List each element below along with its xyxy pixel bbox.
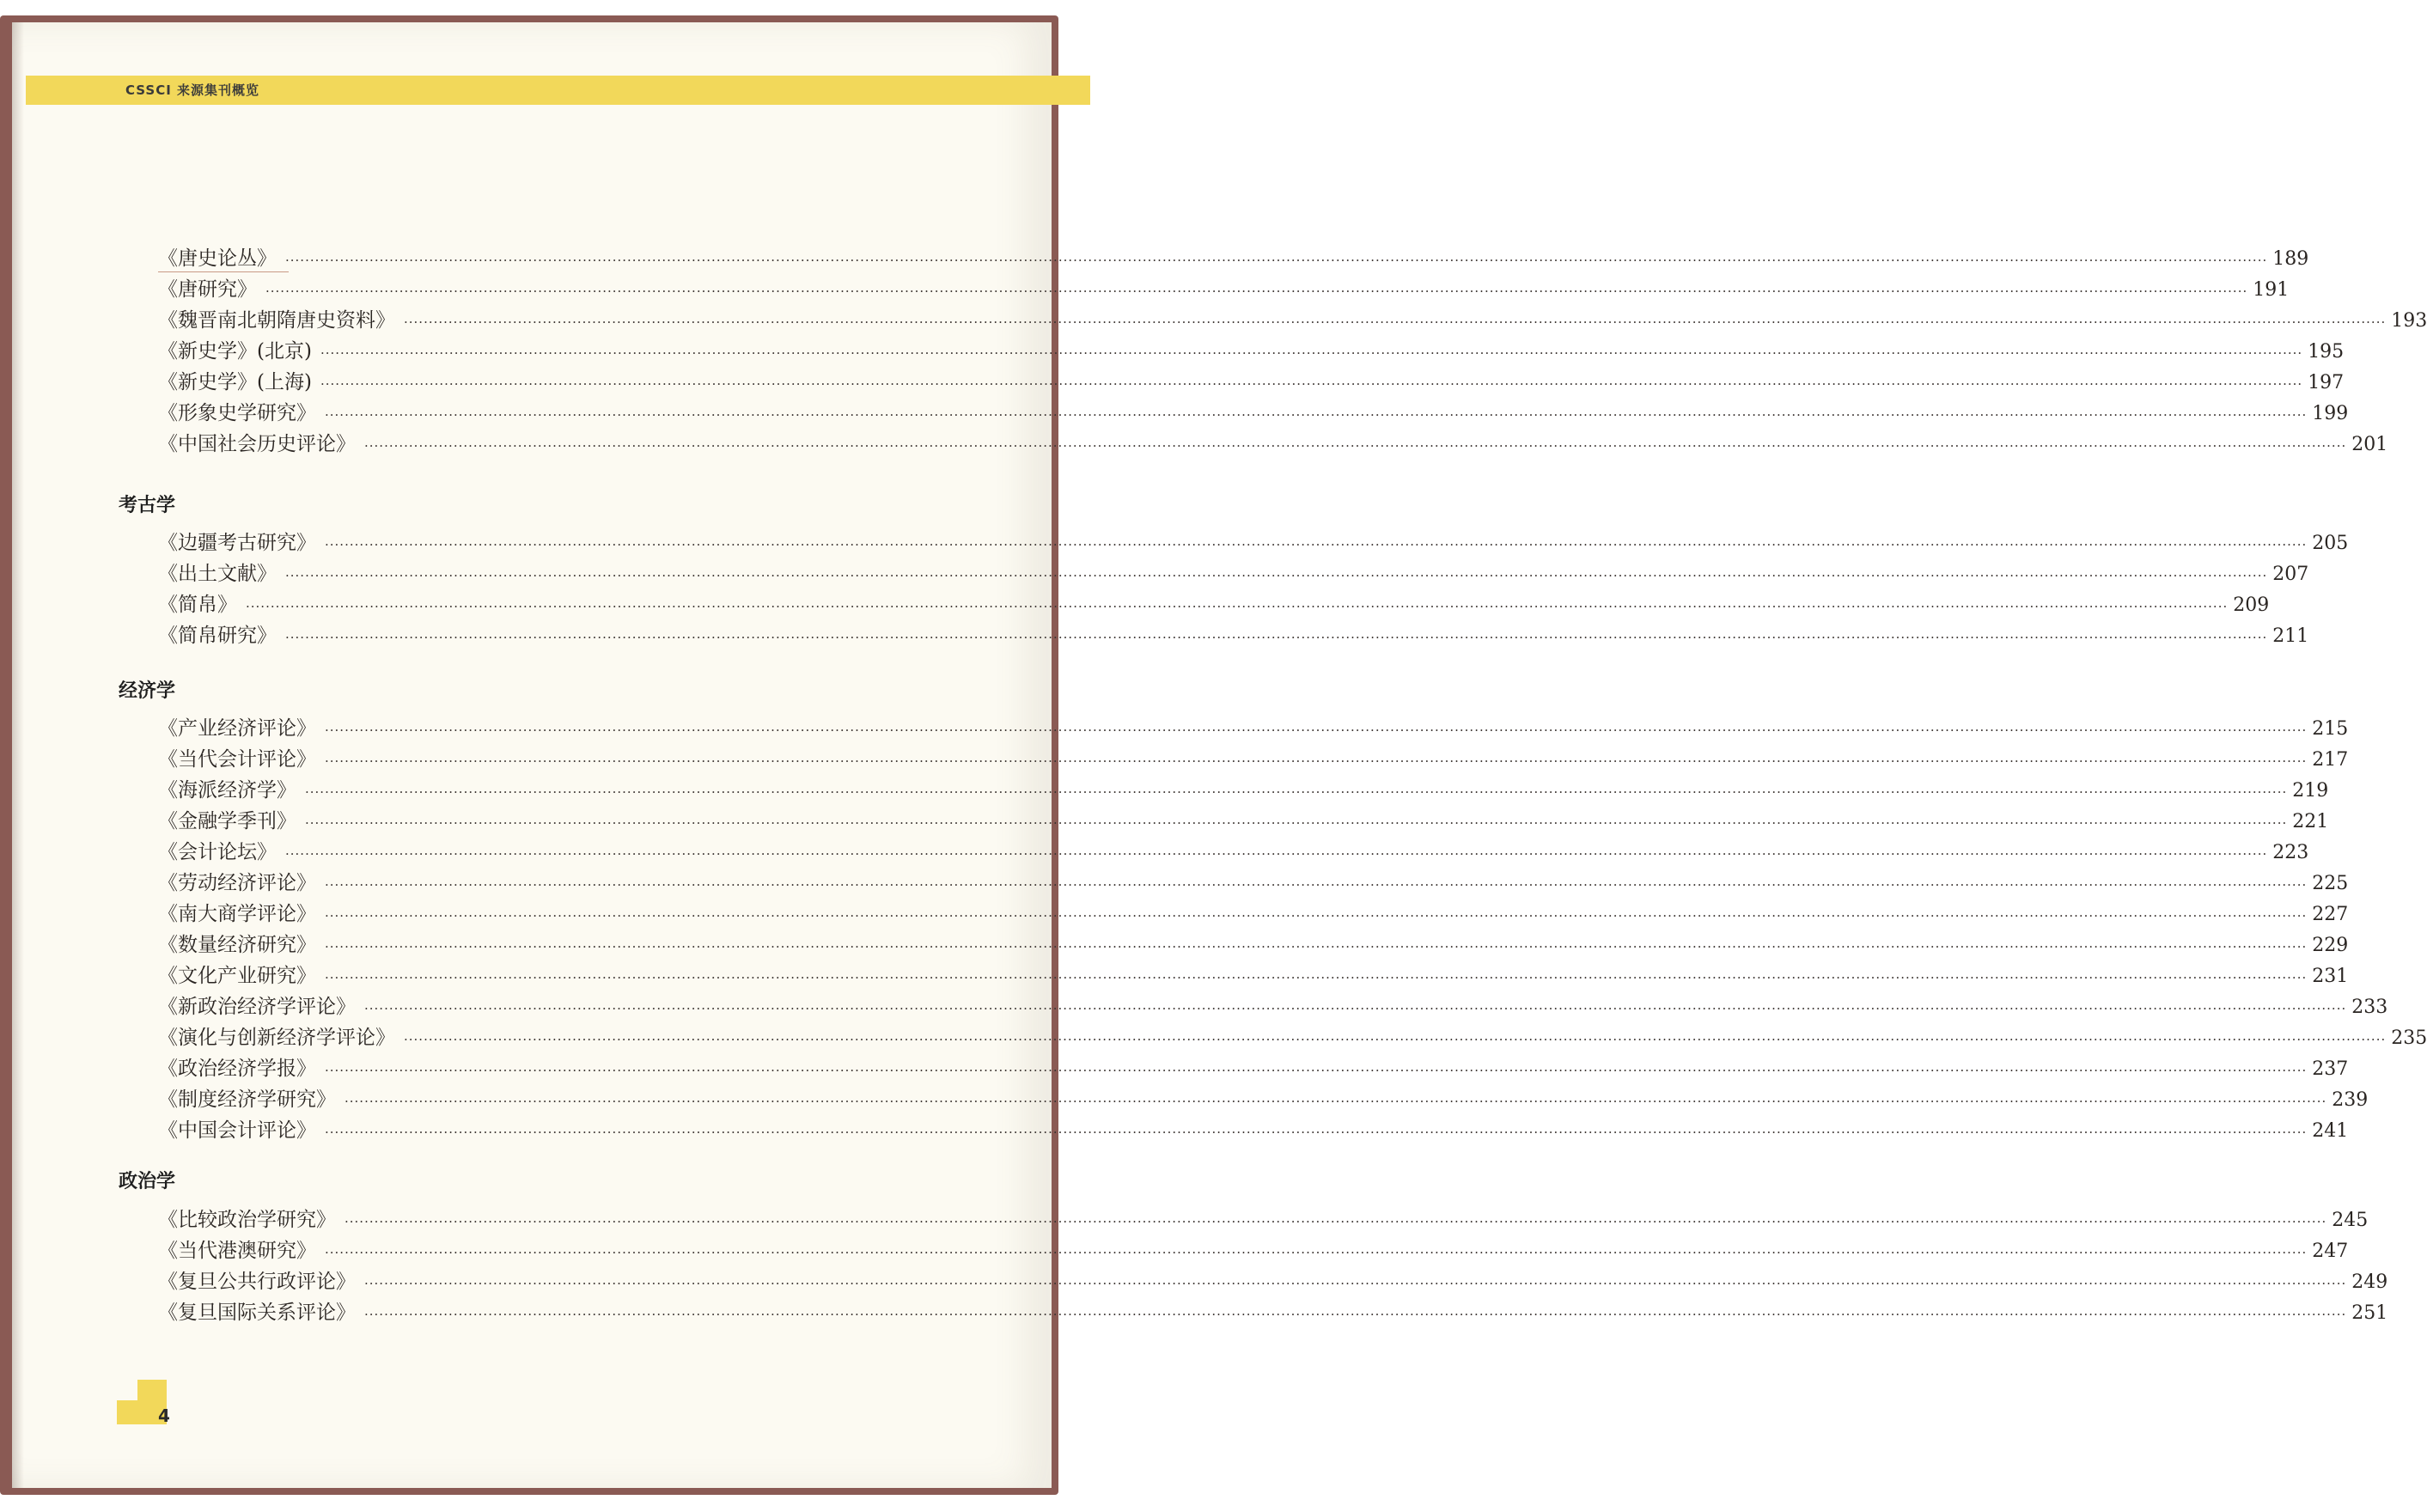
entry-page-number: 225: [2312, 873, 2349, 894]
toc-entry[interactable]: [158, 991, 2388, 1020]
toc-entry[interactable]: [158, 1265, 2388, 1295]
dot-leader: ················································································································································································································································································································································································································: [325, 753, 2308, 769]
section-heading: 考古学: [119, 495, 176, 516]
toc-entry[interactable]: [158, 428, 2388, 457]
toc-entry[interactable]: [158, 1083, 2369, 1113]
entry-title: 《金融学季刊》: [158, 810, 296, 832]
section-heading: 政治学: [119, 1171, 176, 1192]
entry-page-number: 217: [2312, 749, 2349, 771]
dot-leader: ················································································································································································································································································································································································································: [265, 284, 2248, 299]
entry-title: 《当代会计评论》: [158, 748, 316, 771]
toc-entry[interactable]: [158, 1204, 2369, 1233]
dot-leader: ················································································································································································································································································································································································································: [364, 1307, 2347, 1322]
entry-page-number: 199: [2312, 403, 2349, 424]
entry-title: 《新史学》(北京): [158, 340, 312, 363]
toc-entry[interactable]: [158, 1021, 2427, 1051]
dot-leader: ················································································································································································································································································································································································································: [404, 1032, 2387, 1047]
toc-entry[interactable]: [158, 1114, 2349, 1143]
spine-shadow: [12, 22, 24, 1488]
entry-title: 《政治经济学报》: [158, 1058, 316, 1080]
entry-page-number: 201: [2351, 434, 2388, 455]
entry-page-number: 193: [2391, 310, 2427, 332]
entry-title: 《中国会计评论》: [158, 1119, 316, 1142]
entry-title: 《比较政治学研究》: [158, 1209, 336, 1231]
dot-leader: ················································································································································································································································································································································································································: [325, 1063, 2308, 1078]
dot-leader: ················································································································································································································································································································································································································: [325, 939, 2308, 954]
toc-entry[interactable]: [158, 366, 2345, 395]
entry-page-number: 197: [2308, 372, 2345, 393]
entry-page-number: 221: [2292, 811, 2329, 832]
entry-title: 《新政治经济学评论》: [158, 996, 356, 1018]
entry-page-number: 229: [2312, 935, 2349, 956]
entry-page-number: 219: [2292, 780, 2329, 802]
dot-leader: ················································································································································································································································································································································································································: [325, 1125, 2308, 1140]
toc-entry[interactable]: [158, 743, 2349, 772]
entry-page-number: 239: [2332, 1089, 2369, 1111]
entry-page-number: 231: [2312, 966, 2349, 987]
dot-leader: ················································································································································································································································································································································································································: [320, 376, 2303, 392]
toc-entry[interactable]: [158, 527, 2349, 556]
entry-page-number: 205: [2312, 533, 2349, 554]
dot-leader: ················································································································································································································································································································································································································: [325, 1245, 2308, 1260]
entry-page-number: 195: [2308, 341, 2345, 363]
toc-entry[interactable]: [158, 1296, 2388, 1326]
toc-entry[interactable]: [158, 588, 2270, 618]
entry-title: 《会计论坛》: [158, 841, 277, 863]
entry-title: 《产业经济评论》: [158, 717, 316, 740]
toc-entry[interactable]: [158, 960, 2349, 989]
toc-entry[interactable]: [158, 805, 2329, 834]
entry-page-number: 209: [2233, 594, 2270, 616]
entry-title: 《简帛研究》: [158, 625, 277, 647]
toc-entry[interactable]: [158, 273, 2290, 302]
entry-page-number: 245: [2332, 1210, 2369, 1231]
dot-leader: ················································································································································································································································································································································································································: [364, 438, 2347, 454]
dot-leader: ················································································································································································································································································································································································································: [325, 407, 2308, 423]
page-number: 4: [158, 1405, 170, 1426]
toc-entry[interactable]: [158, 898, 2349, 927]
dot-leader: ················································································································································································································································································································································································································: [325, 970, 2308, 985]
dot-leader: ················································································································································································································································································································································································································: [325, 877, 2308, 893]
entry-title: 《边疆考古研究》: [158, 532, 316, 554]
entry-title: 《当代港澳研究》: [158, 1240, 316, 1262]
entry-page-number: 189: [2272, 248, 2309, 270]
running-header: CSSCI 来源集刊概览: [125, 82, 260, 98]
toc-entry[interactable]: [158, 242, 2309, 271]
entry-page-number: 241: [2312, 1120, 2349, 1142]
toc-entry[interactable]: [158, 712, 2349, 741]
entry-title: 《劳动经济评论》: [158, 872, 316, 894]
entry-title: 《复旦公共行政评论》: [158, 1271, 356, 1293]
toc-entry[interactable]: [158, 1052, 2349, 1082]
dot-leader: ················································································································································································································································································································································································································: [320, 345, 2303, 361]
entry-title: 《中国社会历史评论》: [158, 433, 356, 455]
entry-title: 《新史学》(上海): [158, 371, 312, 393]
toc-entry[interactable]: [158, 1235, 2349, 1264]
entry-title: 《唐史论丛》: [158, 247, 277, 270]
entry-page-number: 191: [2253, 279, 2290, 301]
entry-page-number: 251: [2351, 1302, 2388, 1324]
entry-page-number: 235: [2391, 1027, 2427, 1049]
toc-entry[interactable]: [158, 335, 2345, 364]
dot-leader: ················································································································································································································································································································································································································: [325, 722, 2308, 738]
dot-leader: ················································································································································································································································································································································································································: [345, 1094, 2327, 1109]
entry-title: 《出土文献》: [158, 563, 277, 585]
dot-leader: ················································································································································································································································································································································································································: [285, 630, 2268, 645]
entry-title: 《制度经济学研究》: [158, 1088, 336, 1111]
entry-title: 《复旦国际关系评论》: [158, 1302, 356, 1324]
entry-page-number: 223: [2272, 842, 2309, 863]
section-heading: 经济学: [119, 680, 176, 702]
toc-entry[interactable]: [158, 619, 2309, 649]
dot-leader: ················································································································································································································································································································································································································: [345, 1214, 2327, 1229]
toc-entry[interactable]: [158, 304, 2427, 333]
pen-underline-mark: [158, 271, 289, 272]
entry-page-number: 227: [2312, 904, 2349, 925]
entry-page-number: 237: [2312, 1058, 2349, 1080]
dot-leader: ················································································································································································································································································································································································································: [246, 599, 2229, 614]
entry-page-number: 207: [2272, 564, 2309, 585]
entry-title: 《演化与创新经济学评论》: [158, 1027, 395, 1049]
dot-leader: ················································································································································································································································································································································································································: [404, 314, 2387, 330]
entry-page-number: 215: [2312, 718, 2349, 740]
entry-title: 《南大商学评论》: [158, 903, 316, 925]
dot-leader: ················································································································································································································································································································································································································: [305, 784, 2288, 800]
entry-title: 《数量经济研究》: [158, 934, 316, 956]
entry-title: 《简帛》: [158, 594, 237, 616]
entry-page-number: 249: [2351, 1271, 2388, 1293]
dot-leader: ················································································································································································································································································································································································································: [325, 537, 2308, 552]
entry-page-number: 247: [2312, 1241, 2349, 1262]
entry-page-number: 211: [2272, 625, 2309, 647]
entry-title: 《形象史学研究》: [158, 402, 316, 424]
dot-leader: ················································································································································································································································································································································································································: [285, 568, 2268, 583]
dot-leader: ················································································································································································································································································································································································································: [305, 815, 2288, 831]
toc-entry[interactable]: [158, 867, 2349, 896]
toc-entry[interactable]: [158, 558, 2309, 587]
entry-title: 《唐研究》: [158, 278, 257, 301]
entry-title: 《魏晋南北朝隋唐史资料》: [158, 309, 395, 332]
entry-title: 《海派经济学》: [158, 779, 296, 802]
toc-entry[interactable]: [158, 929, 2349, 958]
dot-leader: ················································································································································································································································································································································································································: [364, 1001, 2347, 1016]
dot-leader: ················································································································································································································································································································································································································: [285, 846, 2268, 862]
dot-leader: ················································································································································································································································································································································································································: [285, 253, 2268, 268]
entry-page-number: 233: [2351, 997, 2388, 1018]
toc-entry[interactable]: [158, 836, 2309, 865]
dot-leader: ················································································································································································································································································································································································································: [325, 908, 2308, 924]
toc-entry[interactable]: [158, 397, 2349, 426]
dot-leader: ················································································································································································································································································································································································································: [364, 1276, 2347, 1291]
toc-entry[interactable]: [158, 774, 2329, 803]
entry-title: 《文化产业研究》: [158, 965, 316, 987]
folio-decoration: [117, 1400, 137, 1424]
